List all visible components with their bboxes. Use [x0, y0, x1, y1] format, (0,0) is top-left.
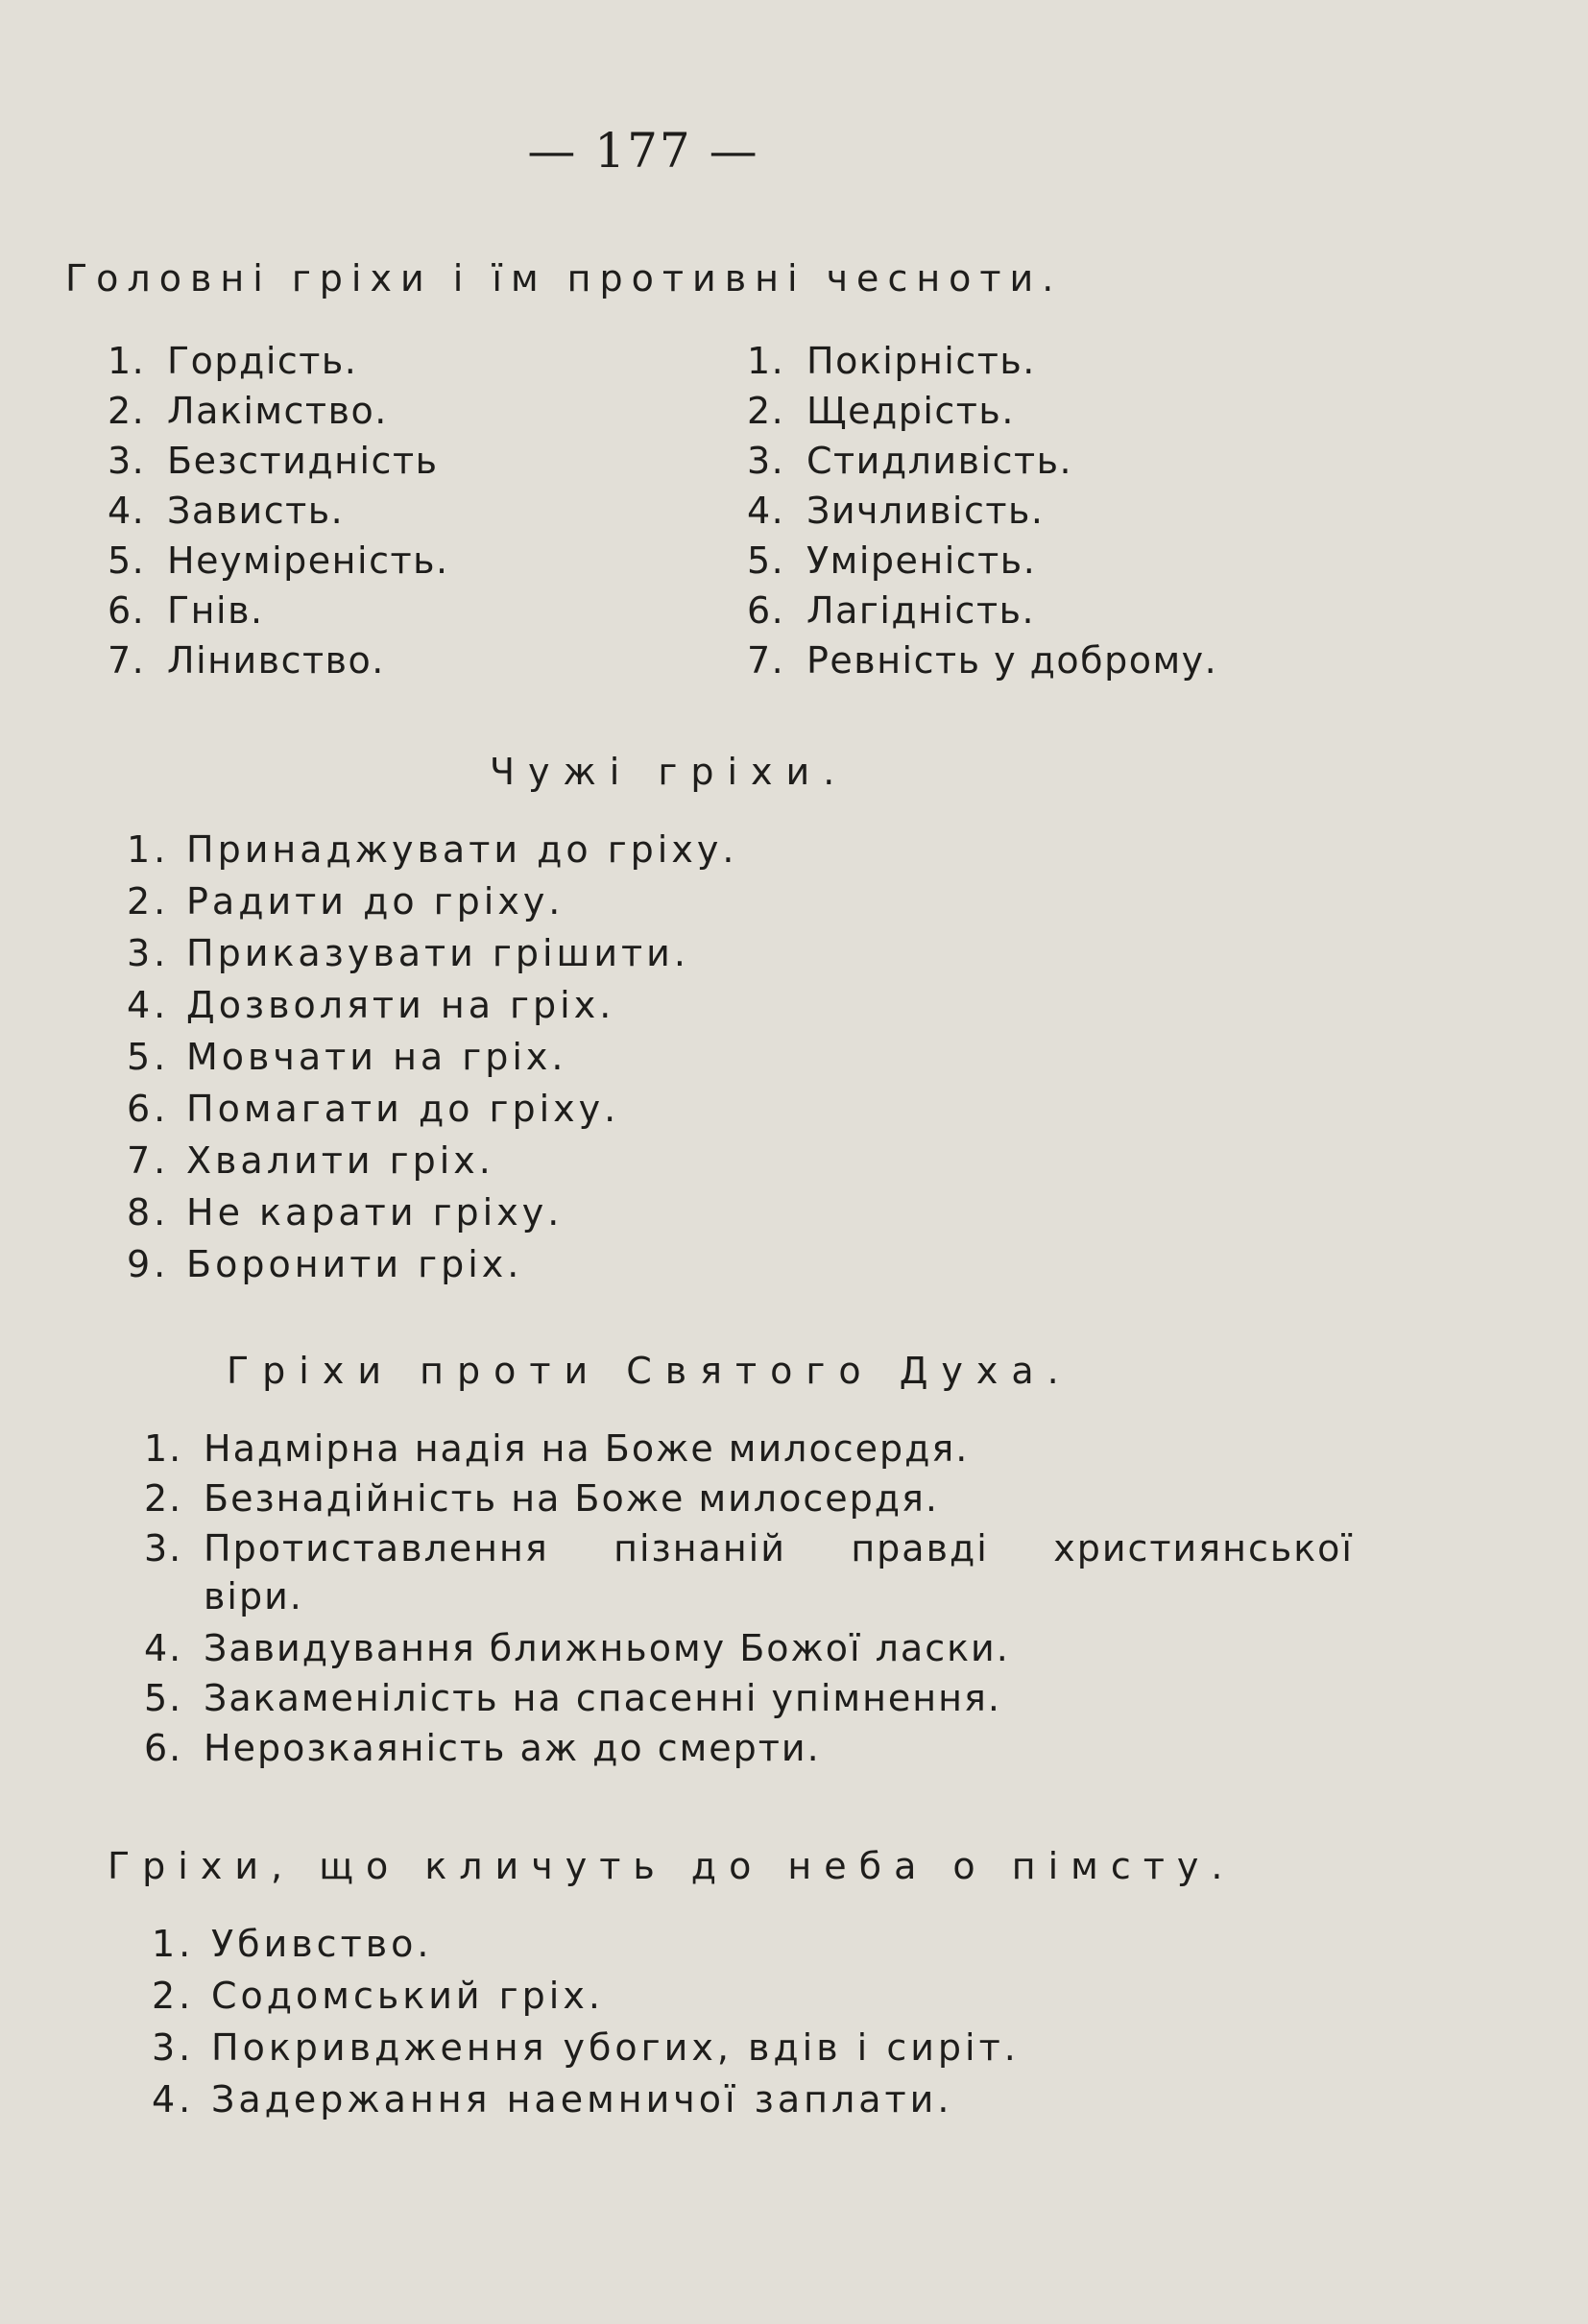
list-item [747, 635, 1217, 685]
item-text: Гордість. [167, 340, 358, 382]
section-heading-main-sins: Головні гріхи і їм противні чесноти. [65, 257, 1063, 299]
item-text: Нерозкаяність аж до смерти. [204, 1727, 821, 1769]
item-number: 5. [747, 539, 785, 582]
list-item [108, 586, 449, 635]
item-number: 4. [747, 490, 785, 532]
item-number: 4. [127, 984, 170, 1026]
item-text: Покірність. [806, 340, 1036, 382]
item-number: 6. [108, 589, 146, 632]
item-number: 8. [127, 1191, 170, 1234]
item-text: Уміреність. [806, 539, 1037, 582]
item-number: 1. [144, 1427, 183, 1470]
list-item [747, 486, 1217, 536]
item-number: 3. [108, 440, 146, 482]
section-heading-holy-spirit: Гріхи проти Святого Духа. [227, 1350, 1072, 1392]
list-item [152, 1970, 1020, 2022]
item-text: Радити до гріху. [186, 880, 565, 922]
item-number: 6. [127, 1088, 170, 1130]
item-text: Зичливість. [806, 490, 1045, 532]
item-number: 2. [747, 390, 785, 432]
item-text: Щедрість. [806, 390, 1015, 432]
list-item [144, 1674, 1306, 1722]
item-text: Закаменілість на спасенні упімнення. [204, 1677, 1001, 1719]
item-text: Надмірна надія на Боже милосердя. [204, 1427, 970, 1470]
item-number: 7. [127, 1139, 170, 1182]
item-text: Приказувати грішити. [186, 932, 689, 974]
section-heading-vengeance: Гріхи, що кличуть до неба о пімсту. [108, 1845, 1236, 1887]
item-text: Гнів. [167, 589, 264, 632]
sins-list [108, 336, 449, 685]
list-item [747, 436, 1217, 486]
item-text: Задержання наемничої заплати. [211, 2078, 953, 2120]
list-item [108, 486, 449, 536]
list-item [747, 586, 1217, 635]
item-text: Дозволяти на гріх. [186, 984, 615, 1026]
item-number: 3. [127, 932, 170, 974]
list-item [747, 536, 1217, 586]
item-number: 7. [747, 639, 785, 682]
list-item [127, 1186, 737, 1238]
list-item [127, 979, 737, 1031]
list-item [144, 1524, 1354, 1620]
list-item [152, 1918, 1020, 1970]
item-text: Безнадійність на Боже милосердя. [204, 1477, 939, 1520]
item-number: 2. [144, 1477, 183, 1520]
item-number: 6. [144, 1727, 183, 1769]
list-item [152, 2022, 1020, 2073]
item-text: Хвалити гріх. [186, 1139, 494, 1182]
list-item [127, 875, 737, 927]
item-text: Ревність у доброму. [806, 639, 1218, 682]
item-number: 2. [152, 1975, 195, 2017]
item-number: 4. [144, 1627, 183, 1669]
list-item [152, 2073, 1020, 2125]
list-item [144, 1474, 1306, 1522]
item-text: Содомський гріх. [211, 1975, 604, 2017]
item-text: Завидування ближньому Божої ласки. [204, 1627, 1010, 1669]
item-text: Неуміреність. [167, 539, 449, 582]
item-number: 5. [127, 1036, 170, 1078]
item-text: Принаджувати до гріху. [186, 828, 738, 871]
list-item [108, 336, 449, 386]
item-number: 6. [747, 589, 785, 632]
section-heading-foreign-sins: Чужі гріхи. [490, 751, 849, 793]
item-number: 5. [144, 1677, 183, 1719]
item-number: 3. [144, 1527, 183, 1569]
item-number: 1. [747, 340, 785, 382]
item-number: 4. [108, 490, 146, 532]
item-text: Безстидність [167, 440, 439, 482]
item-text: Лінивство. [167, 639, 385, 682]
virtues-list [747, 336, 1217, 685]
list-item [127, 1238, 737, 1290]
list-item [108, 386, 449, 436]
list-item [747, 386, 1217, 436]
list-item [108, 536, 449, 586]
item-number: 9. [127, 1243, 170, 1285]
list-item [127, 1031, 737, 1083]
item-text: Протиставлення пізнаній правді християнської віри. [204, 1527, 1354, 1617]
list-item [127, 1135, 737, 1186]
list-item [144, 1624, 1306, 1672]
item-text: Мовчати на гріх. [186, 1036, 567, 1078]
list-item [127, 927, 737, 979]
item-number: 3. [152, 2026, 195, 2069]
list-item [144, 1425, 1306, 1473]
vengeance-sins-list [152, 1918, 1020, 2125]
item-number: 5. [108, 539, 146, 582]
item-number: 1. [108, 340, 146, 382]
item-number: 1. [127, 828, 170, 871]
item-number: 2. [108, 390, 146, 432]
holy-spirit-sins-list [144, 1425, 1354, 1772]
item-text: Убивство. [211, 1923, 433, 1965]
item-number: 1. [152, 1923, 195, 1965]
page-number: — 177 — [527, 123, 759, 179]
item-text: Не карати гріху. [186, 1191, 564, 1234]
item-number: 2. [127, 880, 170, 922]
item-text: Помагати до гріху. [186, 1088, 620, 1130]
list-item [747, 336, 1217, 386]
item-text: Боронити гріх. [186, 1243, 523, 1285]
foreign-sins-list [127, 824, 737, 1290]
item-number: 7. [108, 639, 146, 682]
item-text: Лагідність. [806, 589, 1036, 632]
list-item [108, 635, 449, 685]
item-text: Завиcть. [167, 490, 345, 532]
item-text: Стидливість. [806, 440, 1073, 482]
list-item [108, 436, 449, 486]
item-number: 3. [747, 440, 785, 482]
item-number: 4. [152, 2078, 195, 2120]
item-text: Лакімство. [167, 390, 388, 432]
list-item [127, 824, 737, 875]
list-item [127, 1083, 737, 1135]
item-text: Покривдження убогих, вдів і сиріт. [211, 2026, 1020, 2069]
list-item [144, 1724, 1306, 1772]
